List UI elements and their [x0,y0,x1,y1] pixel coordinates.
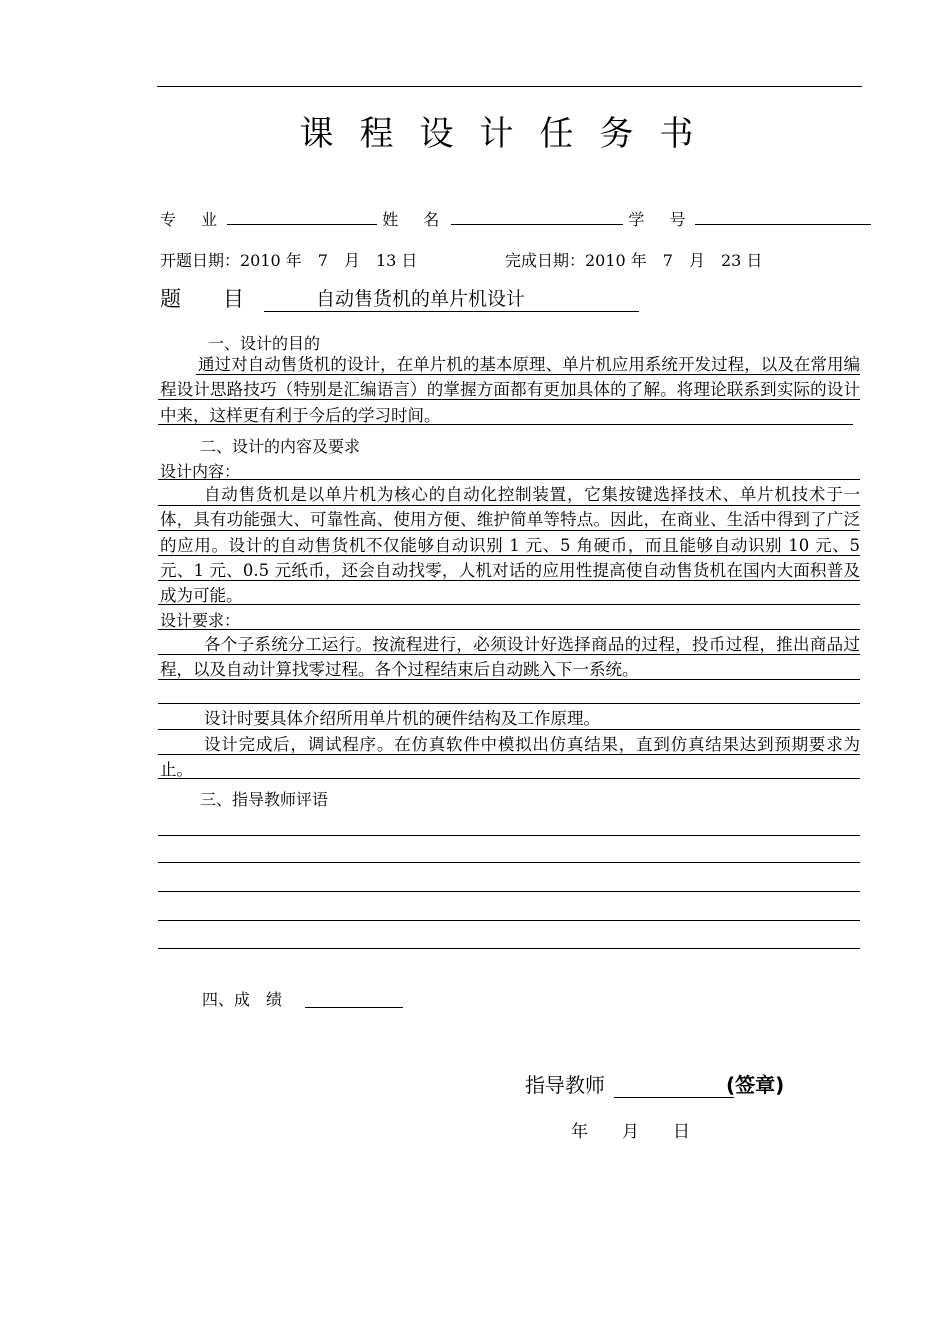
section4-heading: 四、成 绩 [202,990,283,1009]
section1-heading: 一、设计的目的 [208,334,321,353]
rule [158,654,860,655]
rule [158,530,860,531]
end-date: 完成日期：2010 年 7 月 23 日 [505,251,763,270]
topic-underline [264,311,639,312]
section1-text: 通过对自动售货机的设计，在单片机的基本原理、单片机应用系统开发过程，以及在常用编程设计思路技巧（特别是汇编语言）的掌握方面都有更加具体的了解。将理论联系到实际的设计中来，这样更有利于今后的学习时间。 [160,355,860,425]
rule [158,729,860,730]
rule [158,424,853,425]
teacher-label: 指导教师 [525,1073,605,1097]
rule [158,555,860,556]
rule [158,679,860,680]
requirements-text-3: 设计完成后，调试程序。在仿真软件中模拟出仿真结果，直到仿真结果达到预期要求为止。 [160,735,860,780]
rule [196,374,860,375]
rule [158,479,860,480]
topic-label: 题 目 [160,287,244,311]
id-field[interactable] [695,206,871,225]
comment-line[interactable] [158,891,860,892]
rule [158,505,860,506]
name-field[interactable] [451,206,623,225]
seal-label: (签章) [726,1073,785,1097]
content-text: 自动售货机是以单片机为核心的自动化控制装置，它集按键选择技术、单片机技术于一体，具有功能强大、可靠性高、使用方便、维护简单等特点。因此，在商业、生活中得到了广泛的应用。设计的自动售货机不仅能够自动识别 1 元、5 角硬币，而且能够自动识别 10 元、5 元、1 元、0.5 元纸币，还会自动找零，人机对话的应用性提高使自动售货机在国内大面积普及成为可能。 [160,485,860,606]
comment-line[interactable] [158,862,860,863]
rule [158,703,860,704]
comment-line[interactable] [158,835,860,836]
grade-field[interactable] [305,1007,403,1008]
rule [158,629,860,630]
id-label: 学 号 [628,210,696,229]
section3-heading: 三、指导教师评语 [200,790,329,809]
teacher-signature-field[interactable] [614,1097,734,1098]
start-date: 开题日期：2010 年 7 月 13 日 [160,251,418,270]
requirements-text-2: 设计时要具体介绍所用单片机的硬件结构及工作原理。 [204,709,600,728]
rule [158,778,860,779]
requirements-label: 设计要求： [160,611,241,630]
rule [158,604,860,605]
section2-heading: 二、设计的内容及要求 [200,437,361,456]
comment-line[interactable] [158,920,860,921]
requirements-text-1: 各个子系统分工运行。按流程进行，必须设计好选择商品的过程，投币过程，推出商品过程，以及自动计算找零过程。各个过程结束后自动跳入下一系统。 [160,635,860,680]
comment-line[interactable] [158,948,860,949]
info-row [160,206,871,230]
topic-value: 自动售货机的单片机设计 [316,288,526,310]
content-label: 设计内容： [160,462,241,481]
rule [158,399,860,400]
major-field[interactable] [227,206,377,225]
major-label: 专 业 [160,210,228,229]
top-rule [157,86,862,87]
signature-date: 年 月 日 [571,1122,690,1142]
name-label: 姓 名 [382,210,450,229]
rule [158,754,860,755]
rule [158,580,860,581]
page-title: 课程设计任务书 [299,114,720,154]
